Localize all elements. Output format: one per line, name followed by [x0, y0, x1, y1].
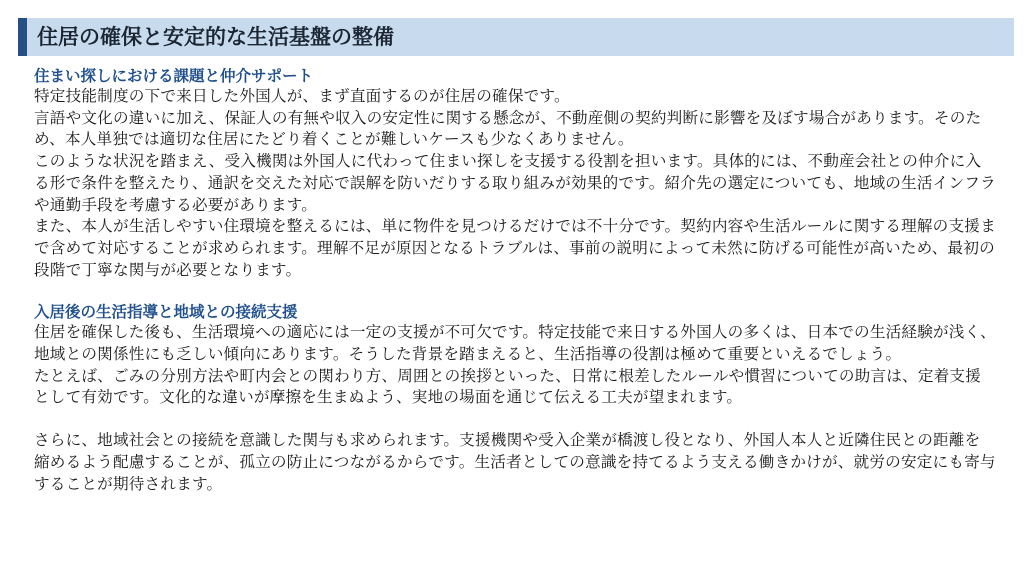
- document-body: [34, 66, 996, 495]
- title-accent-bar: [18, 18, 27, 56]
- paragraph: このような状況を踏まえ、受入機関は外国人に代わって住まい探しを支援する役割を担います。具体的には、不動産会社との仲介に入る形で条件を整えたり、通訳を交えた対応で誤解を防いだりする取り組みが効果的です。紹介先の選定についても、地域の生活インフラや通勤手段を考慮する必要があります。: [34, 152, 996, 214]
- paragraph: たとえば、ごみの分別方法や町内会との関わり方、周囲との挨拶といった、日常に根差したルールや慣習についての助言は、定着支援として有効です。文化的な違いが摩擦を生まぬよう、実地の場面を通じて伝える工夫が望まれます。: [34, 366, 982, 407]
- section-after-move-in: [34, 302, 996, 495]
- paragraph-spacer: [34, 409, 996, 430]
- section-heading: 入居後の生活指導と地域との接続支援: [34, 303, 298, 322]
- paragraph: また、本人が生活しやすい住環境を整えるには、単に物件を見つけるだけでは不十分です。契約内容や生活ルールに関する理解の支援まで含めて対応することが求められます。理解不足が原因となるトラブルは、事前の説明によって未然に防げる可能性が高いため、最初の段階で丁寧な関与が必要となります。: [34, 217, 996, 279]
- title-bar: [18, 18, 1014, 56]
- section-spacer: [34, 281, 996, 302]
- paragraph: 住居を確保した後も、生活環境への適応には一定の支援が不可欠です。特定技能で来日する外国人の多くは、日本での生活経験が浅く、地域との関係性にも乏しい傾向にあります。そうした背景を踏まえると、生活指導の役割は極めて重要といえるでしょう。: [34, 323, 996, 364]
- paragraph: さらに、地域社会との接続を意識した関与も求められます。支援機関や受入企業が橋渡し役となり、外国人本人と近隣住民との距離を縮めるよう配慮することが、孤立の防止につながるからです。生活者としての意識を持てるよう支える働きかけが、就労の安定にも寄与することが期待されます。: [34, 431, 996, 493]
- section-heading: 住まい探しにおける課題と仲介サポート: [34, 67, 314, 85]
- section-housing-search: [34, 66, 996, 281]
- page-title: 住居の確保と安定的な生活基盤の整備: [37, 25, 394, 49]
- paragraph: 言語や文化の違いに加え、保証人の有無や収入の安定性に関する懸念が、不動産側の契約判断に影響を及ぼす場合があります。そのため、本人単独では適切な住居にたどり着くことが難しいケースも少なくありません。: [34, 108, 982, 149]
- paragraph: 特定技能制度の下で来日した外国人が、まず直面するのが住居の確保です。: [34, 87, 570, 105]
